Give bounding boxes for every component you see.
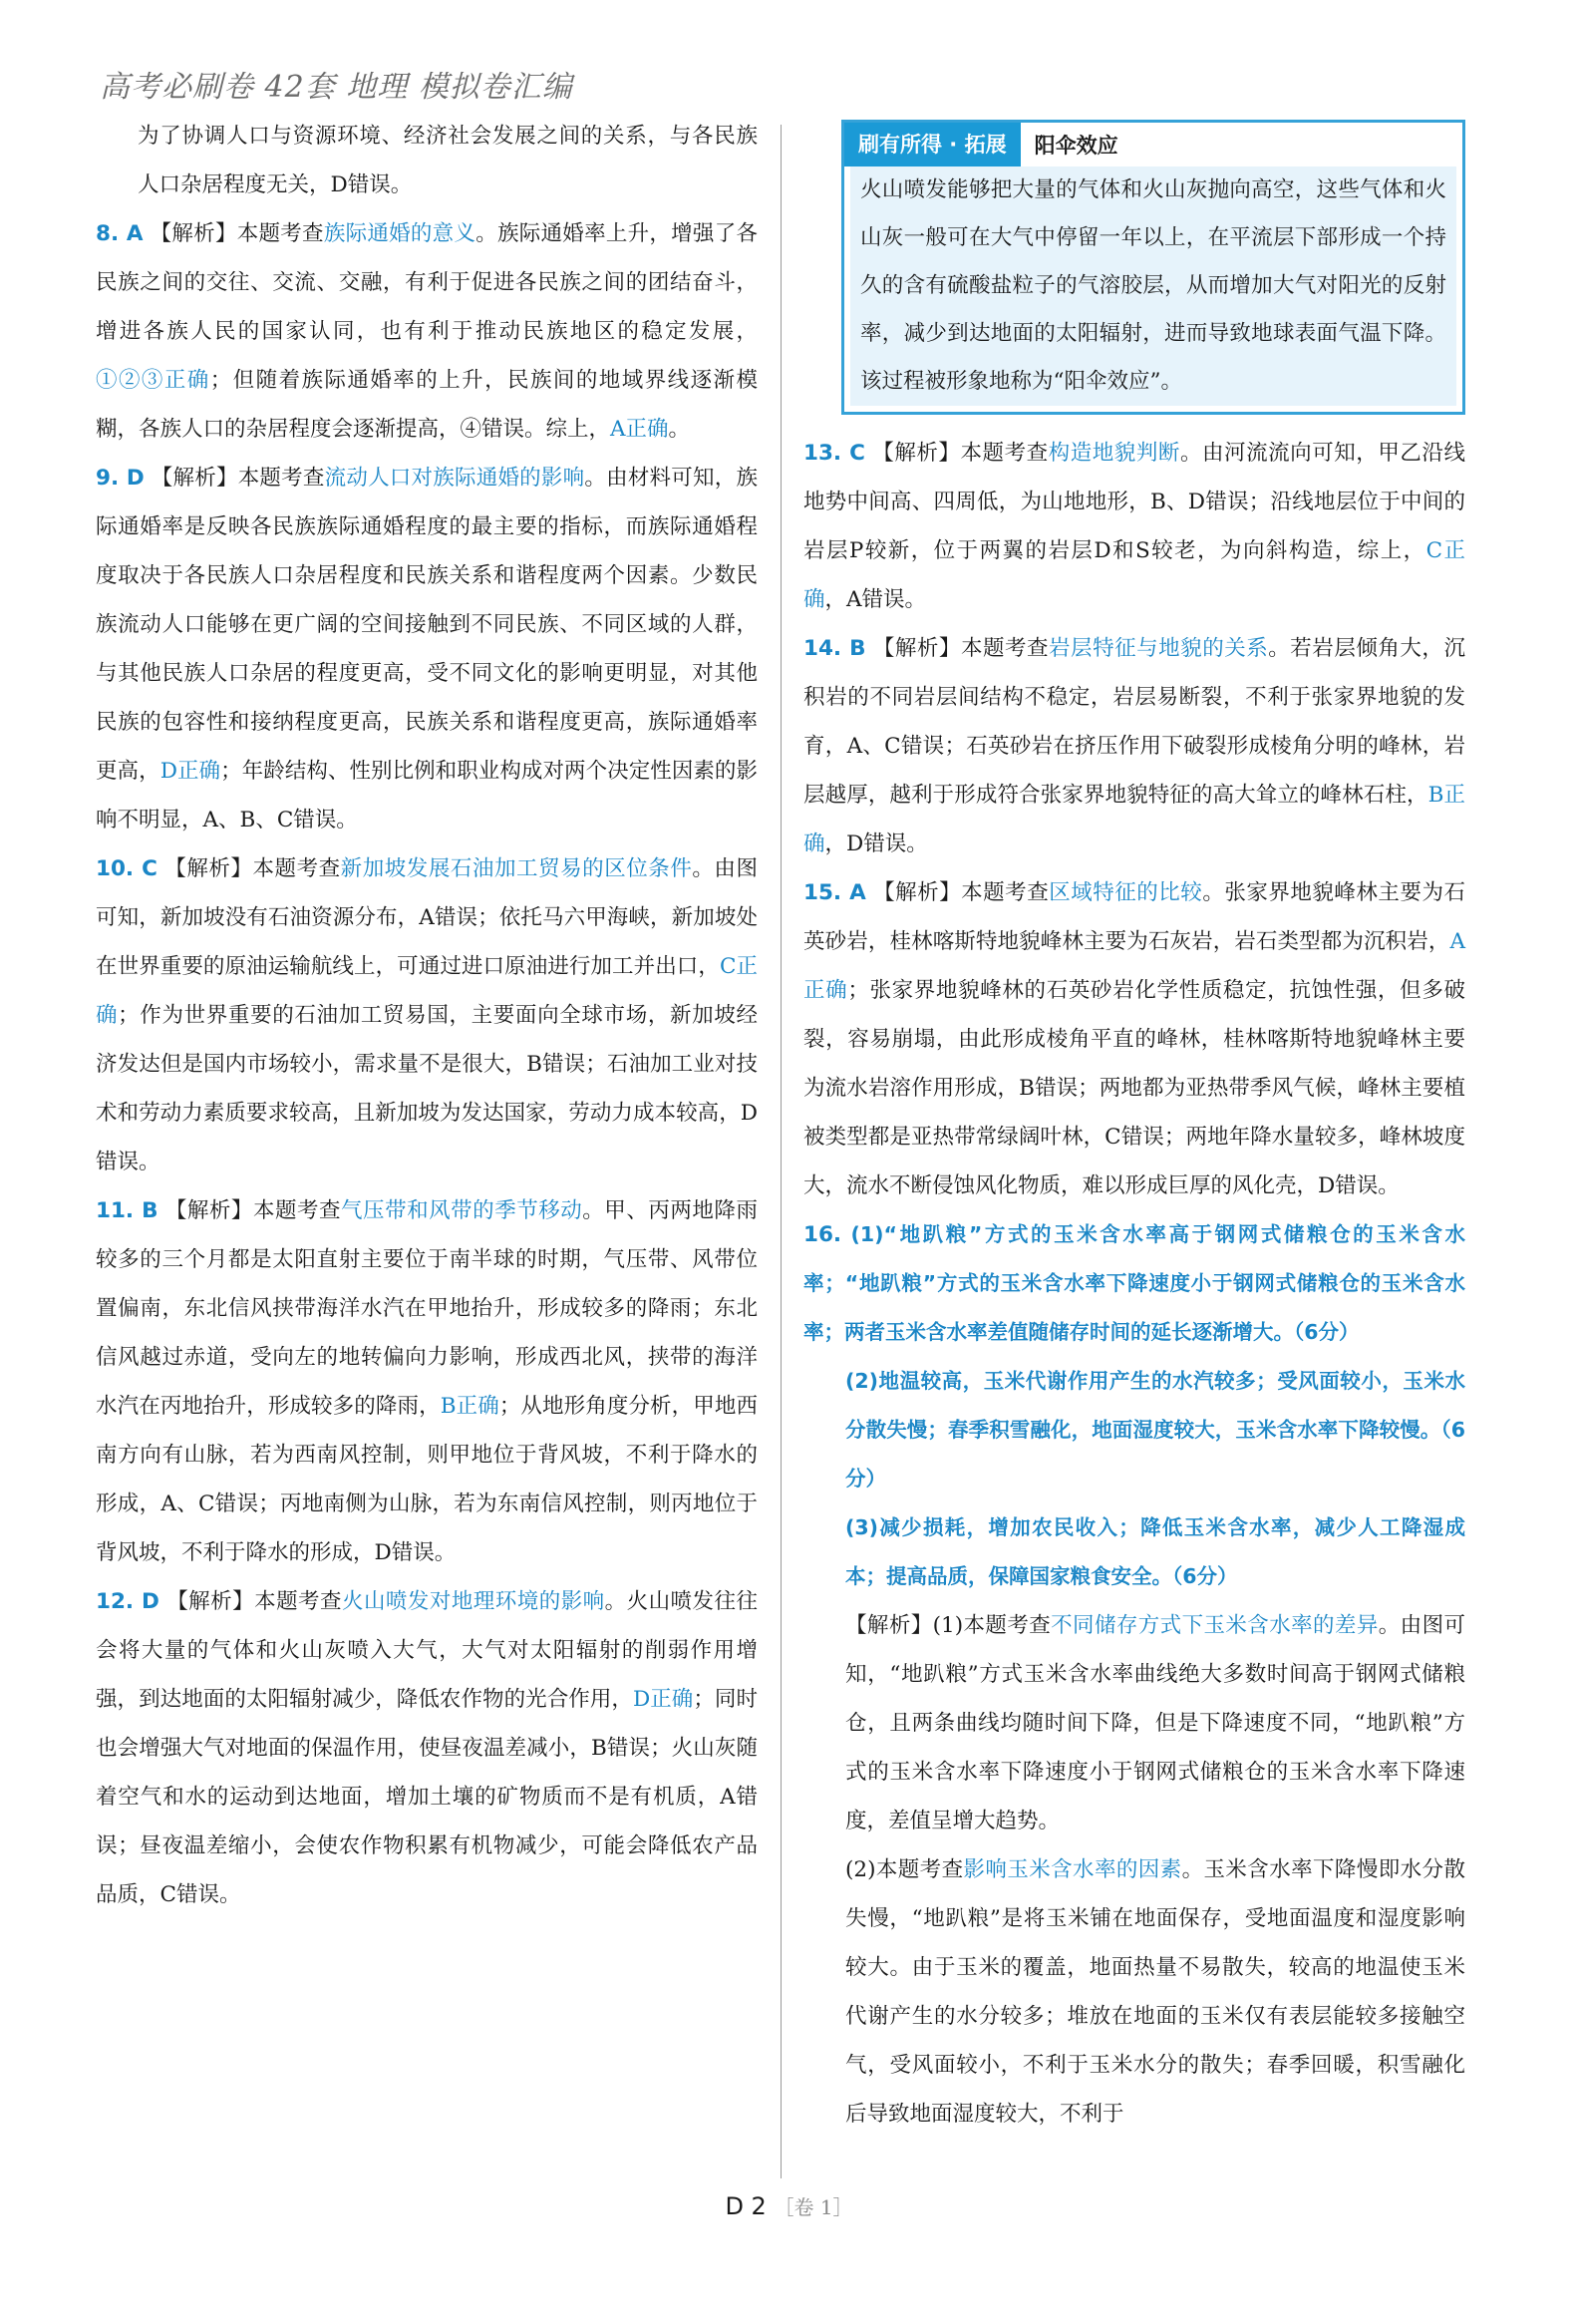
answer-10-pre: 本题考查 <box>252 856 341 881</box>
page-number: D 2 <box>725 2192 767 2220</box>
answer-11-topic: 气压带和风带的季节移动 <box>341 1198 583 1223</box>
answer-14-topic: 岩层特征与地貌的关系 <box>1049 636 1269 661</box>
answer-13-body: 。由河流流向可知，甲乙沿线地势中间高、四周低，为山地地形，B、D错误；沿线地层位于中间的岩层P较新，位于两翼的岩层D和S较老，为向斜构造，综上， <box>803 441 1465 563</box>
answer-12-body: 。火山喷发往往会将大量的气体和火山灰喷入大气，大气对太阳辐射的削弱作用增强，到达地面的太阳辐射减少，降低农作物的光合作用， <box>96 1589 758 1712</box>
page-footer <box>0 2191 1578 2220</box>
answer-15-body: 。张家界地貌峰林主要为石英砂岩，桂林喀斯特地貌峰林主要为石灰岩，岩石类型都为沉积岩， <box>803 880 1465 954</box>
answer-11-pre: 本题考查 <box>252 1198 342 1223</box>
answer-8-body: 。族际通婚率上升，增强了各民族之间的交往、交流、交融，有利于促进各民族之间的团结奋斗，增进各族人民的国家认同，也有利于推动民族地区的稳定发展， <box>96 221 758 344</box>
answer-14 <box>803 624 1465 868</box>
answer-10-body-2: ；作为世界重要的石油加工贸易国，主要面向全球市场，新加坡经济发达但是国内市场较小，需求量不是很大，B错误；石油加工业对技术和劳动力素质要求较高，且新加坡为发达国家，劳动力成本较高，D错误。 <box>96 1003 758 1174</box>
right-column <box>803 112 1465 2139</box>
answer-15-pre: 本题考查 <box>961 880 1050 905</box>
answer-16-e2-pre: (2)本题考查 <box>845 1857 964 1882</box>
answer-16-part-3 <box>803 1503 1465 1601</box>
answer-16-e2-topic: 影响玉米含水率的因素 <box>963 1857 1182 1882</box>
answer-8-highlight: ①②③正确 <box>96 368 210 393</box>
answer-13-pre: 本题考查 <box>960 441 1049 466</box>
answer-14-highlight: B正确 <box>803 783 1465 856</box>
answer-16-explanation-1 <box>803 1601 1465 1845</box>
answer-9-body: 。由材料可知，族际通婚率是反映各民族族际通婚程度的最主要的指标，而族际通婚程度取决于各民族人口杂居程度和民族关系和谐程度两个因素。少数民族流动人口能够在更广阔的空间接触到不同民族、不同区域的人群，与其他民族人口杂居的程度更高，受不同文化的影响更明显，对其他民族的包容性和接纳程度更高，民族关系和谐程度更高，族际通婚率更高， <box>96 466 758 784</box>
analysis-tag: 【解析】 <box>845 1613 933 1638</box>
answer-15-number: 15. A <box>803 880 866 905</box>
answer-8 <box>96 209 758 454</box>
answer-15-highlight: A正确 <box>803 929 1465 1003</box>
answer-13 <box>803 429 1465 624</box>
answer-13-topic: 构造地貌判断 <box>1048 441 1180 466</box>
answer-7-continuation: 为了协调人口与资源环境、经济社会发展之间的关系，与各民族人口杂居程度无关，D错误。 <box>138 124 758 197</box>
answer-8-pre: 本题考查 <box>236 221 324 246</box>
answer-15 <box>803 868 1465 1210</box>
answer-8-topic: 族际通婚的意义 <box>323 221 476 246</box>
analysis-tag: 【解析】 <box>873 880 962 905</box>
extension-box-text: 火山喷发能够把大量的气体和火山灰抛向高空，这些气体和火山灰一般可在大气中停留一年以上，在平流层下部形成一个持久的含有硫酸盐粒子的气溶胶层，从而增加大气对阳光的反射率，减少到达地面的太阳辐射，进而导致地球表面气温下降。该过程被形象地称为“阳伞效应”。 <box>860 177 1446 394</box>
answer-16-part-1 <box>803 1210 1465 1357</box>
extension-box-tag: 刷有所得 · 拓展 <box>844 123 1021 166</box>
running-header: 高考必刷卷 42套 地理 模拟卷汇编 <box>100 70 573 105</box>
analysis-tag: 【解析】 <box>872 636 961 661</box>
answer-9 <box>96 454 758 844</box>
analysis-tag: 【解析】 <box>872 441 961 466</box>
volume-label: ［卷 1］ <box>774 2195 853 2219</box>
answer-8-highlight-2: A正确 <box>610 417 669 442</box>
analysis-tag: 【解析】 <box>151 466 238 491</box>
extension-box-body <box>850 166 1456 406</box>
answer-12-topic: 火山喷发对地理环境的影响 <box>341 1589 605 1614</box>
answer-16-e1-topic: 不同储存方式下玉米含水率的差异 <box>1051 1613 1379 1638</box>
answer-14-body-2: ，D错误。 <box>824 831 928 856</box>
answer-16-e2-body: 。玉米含水率下降慢即水分散失慢，“地趴粮”是将玉米铺在地面保存，受地面温度和湿度影响较大。由于玉米的覆盖，地面热量不易散失，较高的地温使玉米代谢产生的水分较多；堆放在地面的玉米仅有表层能较多接触空气，受风面较小，不利于玉米水分的散失；春季回暖，积雪融化后导致地面湿度较大，不利于 <box>845 1857 1465 2127</box>
extension-box-title: 阳伞效应 <box>1034 134 1118 158</box>
answer-10-topic: 新加坡发展石油加工贸易的区位条件 <box>340 856 693 881</box>
answer-16-e1-body: 。由图可知，“地趴粮”方式玉米含水率曲线绝大多数时间高于钢网式储粮仓，且两条曲线均随时间下降，但是下降速度不同，“地趴粮”方式的玉米含水率下降速度小于钢网式储粮仓的玉米含水率下降速度，差值呈增大趋势。 <box>845 1613 1465 1833</box>
answer-14-pre: 本题考查 <box>960 636 1050 661</box>
analysis-tag: 【解析】 <box>166 1589 255 1614</box>
extension-box-header <box>844 123 1462 166</box>
answer-16-explanation-2 <box>803 1845 1465 2139</box>
answer-11 <box>96 1186 758 1577</box>
answer-14-number: 14. B <box>803 636 866 661</box>
answer-10-highlight: C正确 <box>96 954 758 1028</box>
answer-9-topic: 流动人口对族际通婚的影响 <box>324 466 585 491</box>
answer-14-body: 。若岩层倾角大，沉积岩的不同岩层间结构不稳定，岩层易断裂，不利于张家界地貌的发育，A、C错误；石英砂岩在挤压作用下破裂形成棱角分明的峰林，岩层越厚，越利于形成符合张家界地貌特征的高大耸立的峰林石柱， <box>803 636 1465 808</box>
answer-13-number: 13. C <box>803 441 865 466</box>
answer-9-number: 9. D <box>96 466 145 491</box>
answer-16-part-2 <box>803 1357 1465 1503</box>
answer-12 <box>96 1577 758 1919</box>
column-divider <box>781 125 782 2178</box>
answer-8-body-3: 。 <box>668 417 691 442</box>
answer-9-pre: 本题考查 <box>237 466 325 491</box>
analysis-tag: 【解析】 <box>164 1198 253 1223</box>
extension-box <box>841 120 1465 415</box>
answer-11-highlight: B正确 <box>440 1394 499 1419</box>
analysis-tag: 【解析】 <box>164 856 253 881</box>
answer-15-body-2: ；张家界地貌峰林的石英砂岩化学性质稳定，抗蚀性强，但多破裂，容易崩塌，由此形成棱角平直的峰林，桂林喀斯特地貌峰林主要为流水岩溶作用形成，B错误；两地都为亚热带季风气候，峰林主要植被类型都是亚热带常绿阔叶林，C错误；两地年降水量较多，峰林坡度大，流水不断侵蚀风化物质，难以形成巨厚的风化壳，D错误。 <box>803 978 1465 1198</box>
answer-15-topic: 区域特征的比较 <box>1049 880 1203 905</box>
answer-16-answer-2: (2)地温较高，玉米代谢作用产生的水汽较多；受风面较小，玉米水分散失慢；春季积雪融化，地面湿度较大，玉米含水率下降较慢。（6分） <box>845 1369 1465 1491</box>
answer-10 <box>96 844 758 1186</box>
answer-13-body-2: ，A错误。 <box>824 587 927 612</box>
answer-12-highlight: D正确 <box>632 1687 694 1712</box>
answer-11-body: 。甲、丙两地降雨较多的三个月都是太阳直射主要位于南半球的时期，气压带、风带位置偏南，东北信风挟带海洋水汽在甲地抬升，形成较多的降雨；东北信风越过赤道，受向左的地转偏向力影响，形成西北风，挟带的海洋水汽在丙地抬升，形成较多的降雨， <box>96 1198 758 1419</box>
answer-16-e1-pre: (1)本题考查 <box>932 1613 1052 1638</box>
answer-11-body-2: ；从地形角度分析，甲地西南方向有山脉，若为西南风控制，则甲地位于背风坡，不利于降水的形成，A、C错误；丙地南侧为山脉，若为东南信风控制，则丙地位于背风坡，不利于降水的形成，D错误。 <box>96 1394 758 1565</box>
answer-8-number: 8. A <box>96 221 144 246</box>
answer-16-answer-3: (3)减少损耗，增加农民收入；降低玉米含水率，减少人工降湿成本；提高品质，保障国家粮食安全。（6分） <box>845 1515 1465 1588</box>
answer-8-body-2: ；但随着族际通婚率的上升，民族间的地域界线逐渐模糊，各族人口的杂居程度会逐渐提高，④错误。综上， <box>96 368 758 442</box>
answer-10-number: 10. C <box>96 856 158 881</box>
analysis-tag: 【解析】 <box>150 221 237 246</box>
answer-16-number: 16. <box>803 1222 842 1247</box>
answer-9-highlight: D正确 <box>159 759 221 784</box>
answer-13-highlight: C正确 <box>803 538 1465 612</box>
answer-10-body: 。由图可知，新加坡没有石油资源分布，A错误；依托马六甲海峡，新加坡处在世界重要的原油运输航线上，可通过进口原油进行加工并出口， <box>96 856 758 979</box>
answer-12-body-2: ；同时也会增强大气对地面的保温作用，使昼夜温差减小，B错误；火山灰随着空气和水的运动到达地面，增加土壤的矿物质而不是有机质，A错误；昼夜温差缩小，会使农作物积累有机物减少，可能会降低农产品品质，C错误。 <box>96 1687 758 1907</box>
answer-16-answer-1: (1)“地趴粮”方式的玉米含水率高于钢网式储粮仓的玉米含水率；“地趴粮”方式的玉米含水率下降速度小于钢网式储粮仓的玉米含水率；两者玉米含水率差值随储存时间的延长逐渐增大。（6分） <box>803 1222 1465 1344</box>
left-column <box>96 112 758 1919</box>
answer-12-pre: 本题考查 <box>254 1589 342 1614</box>
answer-11-number: 11. B <box>96 1198 158 1223</box>
answer-9-body-2: ；年龄结构、性别比例和职业构成对两个决定性因素的影响不明显，A、B、C错误。 <box>96 759 758 832</box>
answer-12-number: 12. D <box>96 1589 159 1614</box>
